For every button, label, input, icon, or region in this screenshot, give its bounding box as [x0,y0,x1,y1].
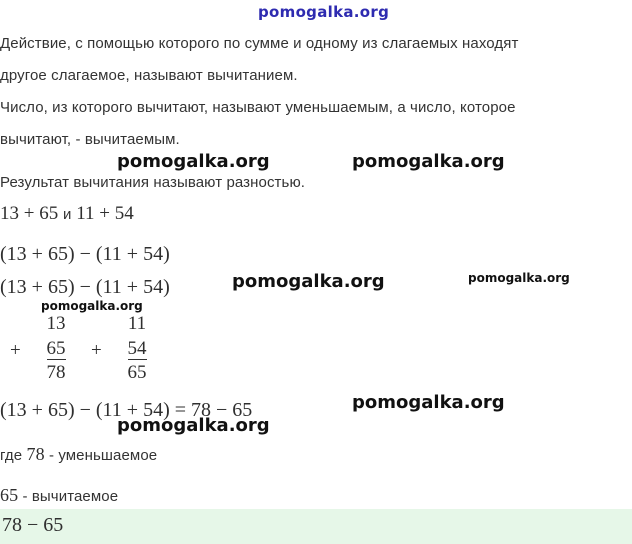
sum-a: 13 + 65 [0,203,59,224]
column2-result: 65 [127,362,147,383]
subtrahend-explanation [0,485,118,506]
sums-line [0,203,134,225]
minuend-definition-line-1: Число, из которого вычитают, называют уменьшаемым, а число, которое [0,99,516,116]
watermark: pomogalka.org [352,151,505,172]
column2-top: 11 [127,313,147,334]
answer-box [0,509,632,544]
watermark: pomogalka.org [117,415,270,436]
answer-text: 78 − 65 [2,514,64,536]
subtrahend-label: - вычитаемое [22,488,119,505]
and-word: и [62,206,72,223]
column1-plus-sign: + [10,340,21,361]
minuend-value: 78 [26,444,45,464]
watermark: pomogalka.org [41,299,143,313]
watermark-top: pomogalka.org [258,3,390,21]
watermark: pomogalka.org [352,392,505,413]
column1-result: 78 [46,362,66,383]
watermark: pomogalka.org [468,271,570,285]
column1-bottom [36,338,76,360]
column2-bottom [117,338,157,360]
sum-b: 11 + 54 [76,203,134,224]
minuend-explanation [0,444,157,465]
watermark: pomogalka.org [117,151,270,172]
where-word: где [0,447,23,464]
column1-top: 13 [46,313,66,334]
minuend-definition-line-2: вычитают, - вычитаемым. [0,131,180,148]
column1-bottom-value: 65 [46,338,66,359]
result-expression: (13 + 65) − (11 + 54) = 78 − 65 [0,399,253,421]
minuend-label: - уменьшаемое [48,447,158,464]
watermark: pomogalka.org [232,271,385,292]
column2-plus-sign: + [91,340,102,361]
difference-definition: Результат вычитания называют разностью. [0,174,306,191]
subtrahend-value: 65 [0,485,19,505]
expression-1: (13 + 65) − (11 + 54) [0,243,170,265]
expression-2: (13 + 65) − (11 + 54) [0,276,170,298]
column2-bottom-value: 54 [127,338,147,359]
definition-line-2: другое слагаемое, называют вычитанием. [0,67,298,84]
definition-line-1: Действие, с помощью которого по сумме и одному из слагаемых находят [0,35,519,52]
